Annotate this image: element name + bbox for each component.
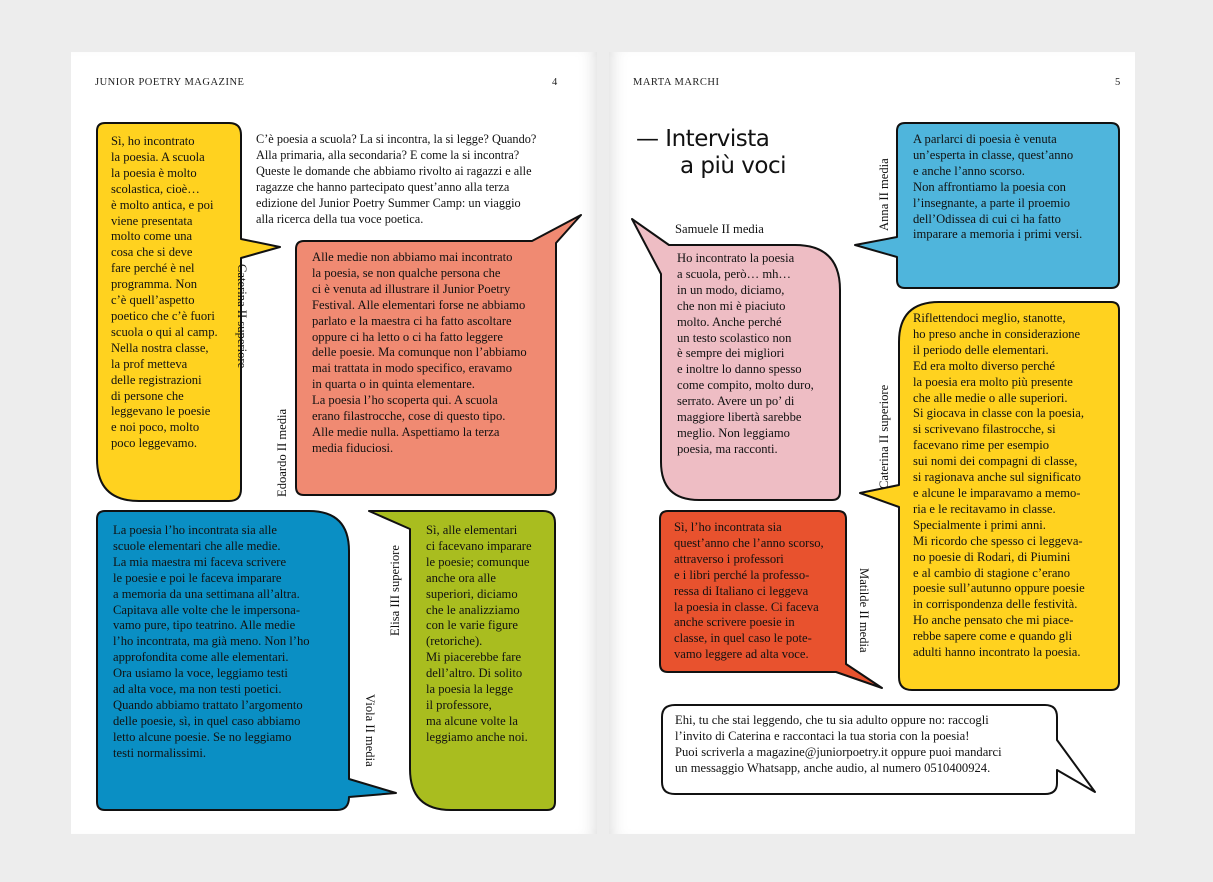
caterina2-answer: Riflettendoci meglio, stanotte, ho preso anche in considerazione il periodo delle elementari. Ed era molto diverso perché la poesia era molto più presente che alle medie o alle superiori. Si giocava in classe con la poesia, si scrivevano filastrocche, si facevano rime per esempio sui nomi dei compagni di classe, si ragionava anche sul significato e alcune le imparavamo a memo- ria e le recitavamo in classe. Specialmente i primi anni. Mi ricordo che spesso ci leggeva- no poesie di Rodari, di Piumini e al cambio di stagione c’erano poesie sull’autunno oppure poesie in corrispondenza delle festività. Ho anche pensato che mi piace- rebbe sapere come e quando gli adulti hanno incontrato la poesia. bbox=[913, 311, 1085, 660]
caterina-answer: Sì, ho incontrato la poesia. A scuola la poesia è molto scolastica, cioè… è molto antica, e poi viene presentata molto come una cosa che si deve fare perché è nel programma. Non c’è quell’aspetto poetico che c’è fuori scuola o qui al camp. Nella nostra classe, la prof metteva delle registrazioni di persone che leggevano le poesie e noi poco, molto poco leggevamo. bbox=[111, 134, 218, 451]
speaker-label-samuele: Samuele II media bbox=[675, 222, 764, 236]
page-number: 5 bbox=[1115, 77, 1121, 88]
intro-text: C’è poesia a scuola? La si incontra, la si legge? Quando? Alla primaria, alla secondaria? E come la si incontra? Queste le domande che abbiamo rivolto ai ragazzi e alle ragazze che hanno partecipato quest’anno alla terza edizione del Junior Poetry Summer Camp: un viaggio alla ricerca della tua voce poetica. bbox=[256, 132, 537, 226]
author-header: MARTA MARCHI bbox=[633, 77, 720, 88]
edoardo-answer: Alle medie non abbiamo mai incontrato la poesia, se non qualche persona che ci è venuta ad illustrare il Junior Poetry Festival. Alle elementari forse ne abbiamo parlato e la maestra ci ha fatto ascoltare oppure ci ha letto o ci ha fatto leggere delle poesie. Ma comunque non l’abbiamo mai trattata in modo specifico, eravamo in quarta o in quinta elementare. La poesia l’ho scoperta qui. A scuola erano filastrocche, cose di questo tipo. Alle medie nulla. Aspettiamo la terza media fiduciosi. bbox=[312, 250, 527, 455]
left-page bbox=[71, 52, 597, 834]
invite-text: Ehi, tu che stai leggendo, che tu sia adulto oppure no: raccogli l’invito di Caterina e raccontaci la tua storia con la poesia! Puoi scriverla a magazine@juniorpoetry.it oppure puoi mandarci un messaggio Whatsapp, anche audio, al numero 0510400924. bbox=[675, 713, 1002, 775]
anna-answer: A parlarci di poesia è venuta un’esperta in classe, quest’anno e anche l’anno scorso. Non affrontiamo la poesia con l’insegnante, a parte il proemio dell’Odissea di cui ci ha fatto imparare a memoria i primi versi. bbox=[913, 132, 1083, 242]
speaker-label-caterina: Caterina II superiore bbox=[235, 264, 249, 369]
speaker-label-caterina2: Caterina II superiore bbox=[877, 384, 891, 489]
magazine-header: JUNIOR POETRY MAGAZINE bbox=[95, 77, 245, 88]
matilde-answer: Sì, l’ho incontrata sia quest’anno che l’anno scorso, attraverso i professori e i libri perché la professo- ressa di Italiano ci leggeva la poesia in classe. Ci faceva anche scrivere poesie in classe, in quel caso le pote- vamo leggere ad alta voce. bbox=[674, 520, 824, 662]
samuele-answer: Ho incontrato la poesia a scuola, però… mh… in un modo, diciamo, che non mi è piaciuto molto. Anche perché un testo scolastico non è sempre dei migliori e inoltre lo danno spesso come compito, molto duro, serrato. Avere un po’ di maggiore libertà sarebbe meglio. Non leggiamo poesia, ma racconti. bbox=[677, 251, 814, 456]
right-page bbox=[609, 52, 1135, 834]
speaker-label-edoardo: Edoardo II media bbox=[275, 408, 289, 497]
page-number: 4 bbox=[552, 77, 558, 88]
page-title: — Intervista a più voci bbox=[636, 126, 787, 179]
speaker-label-elisa: Elisa III superiore bbox=[388, 545, 402, 636]
elisa-answer: Sì, alle elementari ci facevano imparare le poesie; comunque anche ora alle superiori, diciamo che le analizziamo con le varie figure (retoriche). Mi piacerebbe fare dell’altro. Di solito la poesia la legge il professore, ma alcune volte la leggiamo anche noi. bbox=[426, 523, 532, 744]
speaker-label-viola: Viola II media bbox=[363, 694, 377, 767]
speaker-label-anna: Anna II media bbox=[877, 158, 891, 231]
viola-answer: La poesia l’ho incontrata sia alle scuole elementari che alle medie. La mia maestra mi faceva scrivere le poesie e poi le faceva imparare a memoria da una settimana all’altra. Capitava alle volte che le impersona- vamo pure, tipo teatrino. Alle medie l’ho incontrata, ma già meno. Non l’ho approfondita come alle elementari. Ora usiamo la voce, leggiamo testi ad alta voce, ma non testi poetici. Quando abbiamo trattato l’argomento delle poesie, sì, in quel caso abbiamo letto alcune poesie. Se no leggiamo testi normalissimi. bbox=[113, 523, 310, 760]
speaker-label-matilde: Matilde II media bbox=[857, 568, 871, 653]
